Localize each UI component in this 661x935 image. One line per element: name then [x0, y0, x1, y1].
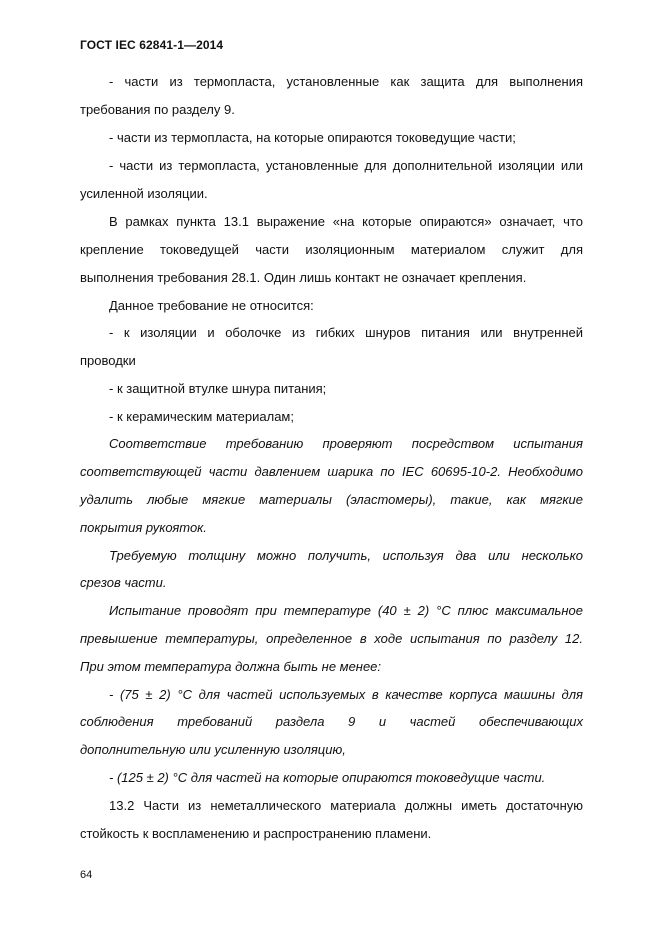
text-line: 13.2 Части из неметаллического материала должны иметь достаточную — [109, 798, 583, 813]
text-line: соблюдения требований раздела 9 и частей обеспечивающих — [80, 714, 583, 729]
text-line: крепление токоведущей части изоляционным материалом служит для — [80, 242, 583, 257]
text-line: Соответствие требованию проверяют посредством испытания — [109, 436, 583, 451]
text-line: покрытия рукояток. — [80, 520, 207, 535]
text-line: - части из термопласта, на которые опираются токоведущие части; — [109, 130, 516, 145]
page-number: 64 — [80, 869, 93, 881]
text-line: усиленной изоляции. — [80, 186, 208, 201]
text-line: требования по разделу 9. — [80, 102, 235, 117]
text-line: срезов части. — [80, 575, 167, 590]
text-line: дополнительную или усиленную изоляцию, — [80, 742, 346, 757]
text-line: Данное требование не относится: — [109, 298, 314, 313]
text-line: превышение температуры, определенное в ходе испытания по разделу 12. — [80, 631, 583, 646]
text-line: проводки — [80, 353, 136, 368]
text-line: удалить любые мягкие материалы (эластомеры), такие, как мягкие — [80, 492, 583, 507]
text-line: При этом температура должна быть не менее: — [80, 659, 382, 674]
text-line: Требуемую толщину можно получить, используя два или несколько — [109, 548, 583, 563]
text-line: - части из термопласта, установленные для дополнительной изоляции или — [109, 158, 583, 173]
text-line: - к керамическим материалам; — [109, 409, 294, 424]
text-line: Испытание проводят при температуре (40 ± 2) °С плюс максимальное — [109, 603, 583, 618]
text-line: выполнения требования 28.1. Один лишь контакт не означает крепления. — [80, 270, 527, 285]
text-line: - к защитной втулке шнура питания; — [109, 381, 327, 396]
document-header: ГОСТ IEC 62841-1—2014 — [80, 38, 224, 52]
text-line: соответствующей части давлением шарика по IEC 60695-10-2. Необходимо — [80, 464, 583, 479]
text-line: - (75 ± 2) °С для частей используемых в качестве корпуса машины для — [109, 687, 583, 702]
text-line: - (125 ± 2) °С для частей на которые опираются токоведущие части. — [109, 770, 546, 785]
text-line: - части из термопласта, установленные как защита для выполнения — [109, 74, 583, 89]
text-line: В рамках пункта 13.1 выражение «на которые опираются» означает, что — [109, 214, 583, 229]
text-line: - к изоляции и оболочке из гибких шнуров питания или внутренней — [109, 325, 583, 340]
text-line: стойкость к воспламенению и распространению пламени. — [80, 826, 432, 841]
